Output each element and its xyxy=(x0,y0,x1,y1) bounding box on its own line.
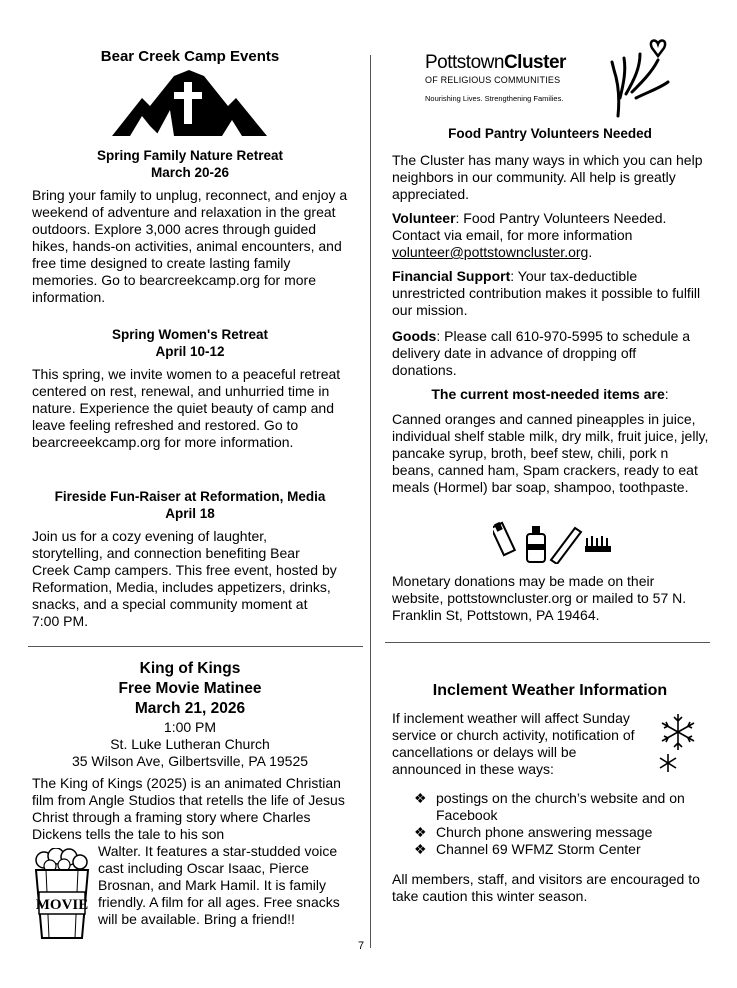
movie-body-bottom: Walter. It features a star-studded voice cast including Oscar Isaac, Pierce Brosnan, and Mark Hamil. It is family friendly. A film for all ages. Free snacks will be available. Bring a friend!! xyxy=(98,843,340,927)
logo-subtitle: OF RELIGIOUS COMMUNITIES xyxy=(425,75,561,85)
event1-title: Spring Family Nature Retreat xyxy=(96,148,284,163)
popcorn-label: MOVIE xyxy=(35,897,89,913)
financial-paragraph xyxy=(392,268,704,319)
column-divider xyxy=(370,55,371,948)
volunteer-label: Volunteer xyxy=(392,210,456,226)
logo-word-pottstown: Pottstown xyxy=(425,52,504,73)
financial-text: : Your tax-deductible unrestricted contribution makes it possible to fulfill our mission. xyxy=(392,268,701,318)
hand-heart-icon xyxy=(610,36,675,118)
needed-items-list: Canned oranges and canned pineapples in juice, individual shelf stable milk, dry milk, fruit juice, jelly, pancake syrup, broth, beef stew, chili, pork n beans, canned ham, Spam crackers, ready to eat meals (Hormel) bar soap, shampoo, toothpaste. xyxy=(392,411,709,495)
bear-creek-logo-icon xyxy=(112,70,267,138)
list-item: ❖ Channel 69 WFMZ Storm Center xyxy=(414,841,641,857)
list-item: ❖ postings on the church’s website and on Facebook xyxy=(414,790,685,823)
financial-label: Financial Support xyxy=(392,268,511,284)
snowflake-icon xyxy=(656,712,700,774)
items-heading: The current most-needed items are xyxy=(431,386,665,402)
event1-date: March 20-26 xyxy=(150,165,230,180)
right-section-divider xyxy=(385,642,710,643)
volunteer-email-link[interactable]: volunteer@pottstowncluster.org xyxy=(392,244,589,260)
movie-subtitle: Free Movie Matinee xyxy=(118,680,262,697)
weather-notification-list xyxy=(414,790,710,858)
weather-intro: If inclement weather will affect Sunday service or church activity, notification of cancellations or delays will be announced in these ways: xyxy=(392,710,635,777)
movie-body-top: The King of Kings (2025) is an animated Christian film from Angle Studios that retells the life of Jesus Christ through a framing story where Charles Dickens tells the tale to his son xyxy=(32,775,345,842)
movie-venue: St. Luke Lutheran Church xyxy=(110,736,270,752)
event2-title: Spring Women's Retreat xyxy=(112,327,268,342)
cluster-logo xyxy=(425,52,625,103)
bear-creek-heading: Bear Creek Camp Events xyxy=(100,48,280,65)
cluster-intro: The Cluster has many ways in which you can help neighbors in our community. All help is greatly appreciated. xyxy=(392,152,703,202)
volunteer-paragraph: Volunteer: Food Pantry Volunteers Needed. Contact via email, for more information volunteer@pottstowncluster.org. xyxy=(392,210,667,260)
popcorn-movie-icon xyxy=(32,848,92,940)
list-item: ❖ Church phone answering message xyxy=(414,824,653,840)
movie-title: King of Kings xyxy=(139,660,241,677)
logo-tagline: Nourishing Lives. Strengthening Families. xyxy=(425,94,564,103)
movie-date: March 21, 2026 xyxy=(134,700,246,717)
event3-body: Join us for a cozy evening of laughter, storytelling, and connection benefiting Bear Creek Camp campers. This free event, hosted by Reformation, Media, includes appetizers, drinks, snacks, and a special community moment at 7:00 PM. xyxy=(32,528,337,629)
monetary-donations: Monetary donations may be made on their website, pottstowncluster.org or mailed to 57 N. Franklin St, Pottstown, PA 19464. xyxy=(392,573,687,623)
toiletries-icon xyxy=(493,520,615,564)
page-number: 7 xyxy=(358,940,365,952)
left-section-divider xyxy=(28,646,363,647)
event1-body: Bring your family to unplug, reconnect, and enjoy a weekend of adventure and relaxation in the great outdoors. Explore 3,000 acres through guided hikes, hands-on activities, animal encounters, and free time designed to create lasting family memories. Go to bearcreekcamp.org for more information. xyxy=(32,187,348,305)
movie-address: 35 Wilson Ave, Gilbertsville, PA 19525 xyxy=(71,753,309,769)
event3-title: Fireside Fun-Raiser at Reformation, Media xyxy=(54,489,326,504)
goods-label: Goods xyxy=(392,328,437,344)
goods-text: : Please call 610-970-5995 to schedule a delivery date in advance of dropping off donations. xyxy=(392,328,691,378)
event2-date: April 10-12 xyxy=(155,344,225,359)
event3-date: April 18 xyxy=(165,506,215,521)
food-pantry-heading: Food Pantry Volunteers Needed xyxy=(448,126,652,141)
movie-time: 1:00 PM xyxy=(163,719,217,735)
volunteer-text: : Food Pantry Volunteers Needed. Contact via email, for more information xyxy=(392,210,667,243)
event2-body: This spring, we invite women to a peaceful retreat centered on rest, renewal, and unhurried time in nature. Experience the quiet beauty of camp and leave feeling refreshed and restored. Go to bearcreeekcamp.org for more information. xyxy=(32,366,341,450)
goods-paragraph xyxy=(392,328,704,379)
weather-footer: All members, staff, and visitors are encouraged to take caution this winter season. xyxy=(392,871,700,904)
logo-word-cluster: Cluster xyxy=(503,52,566,73)
weather-heading: Inclement Weather Information xyxy=(432,682,668,699)
